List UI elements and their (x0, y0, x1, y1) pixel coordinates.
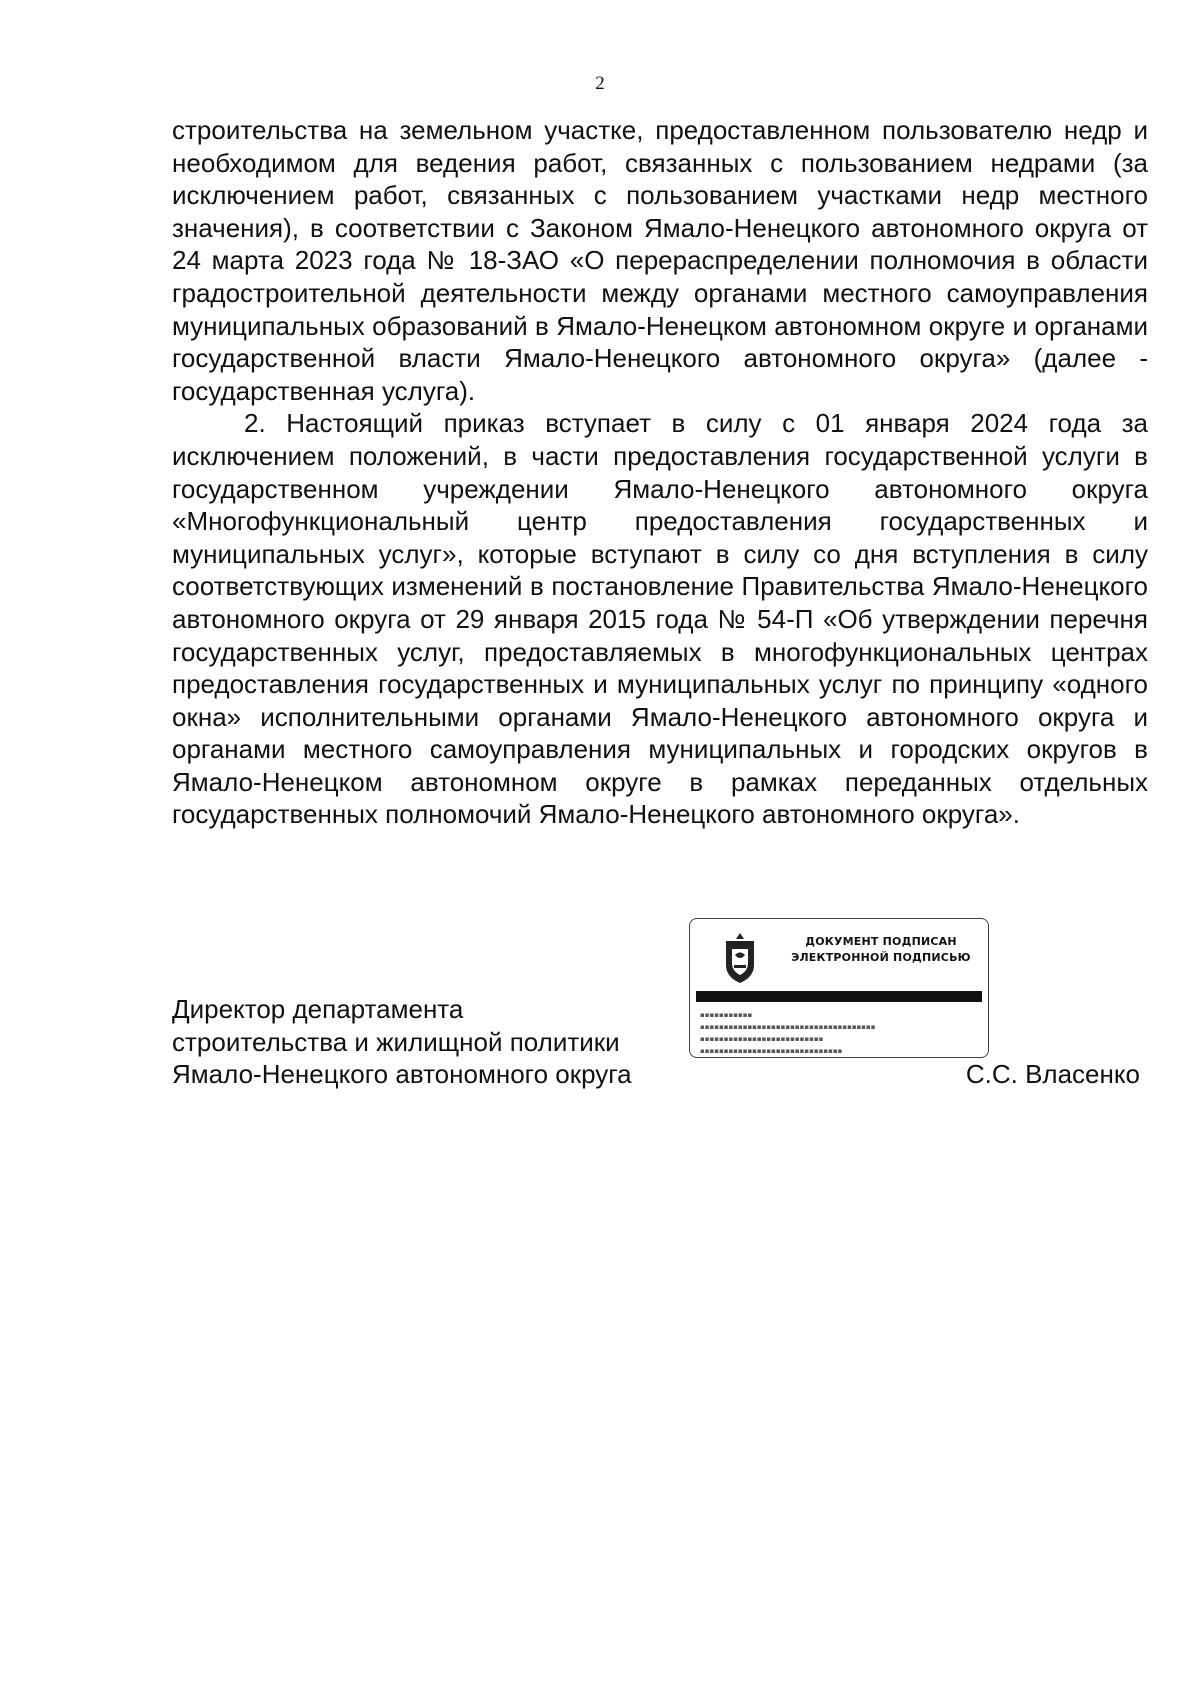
signer-position-line-3: Ямало-Ненецкого автономного округа (172, 1059, 632, 1090)
signer-name: С.С. Власенко (965, 1059, 1140, 1089)
stamp-title-line-1: ДОКУМЕНТ ПОДПИСАН (805, 935, 957, 948)
stamp-blurred-line: ▪▪▪▪▪▪▪▪▪▪▪▪▪▪▪▪▪▪▪▪▪▪▪▪▪▪▪▪▪▪▪▪▪▪▪▪▪ (700, 1023, 876, 1031)
stamp-title (786, 934, 976, 966)
paragraph-2: 2. Настоящий приказ вступает в силу с 01 января 2024 года за исключением положений, в части предоставления государственной услуги в государственном учреждении Ямало-Ненецкого автономного округа «Многофункциональный центр предоставления государственных и муниципальных услуг», которые вступают в силу со дня вступления в силу соответствующих изменений в постановление Правительства Ямало-Ненецкого автономного округа от 29 января 2015 года № 54-П «Об утверждении перечня государственных услуг, предоставляемых в многофункциональных центрах предоставления государственных и муниципальных услуг по принципу «одного окна» исполнительными органами Ямало-Ненецкого автономного округа и органами местного самоуправления муниципальных и городских округов в Ямало-Ненецком автономном округе в рамках переданных отдельных государственных полномочий Ямало-Ненецкого автономного округа». (172, 408, 1148, 830)
stamp-blurred-line: ▪▪▪▪▪▪▪▪▪▪▪ (700, 1011, 753, 1019)
paragraph-1: строительства на земельном участке, предоставленном пользователю недр и необходимом для ведения работ, связанных с пользованием недрами (за исключением работ, связанных с пользованием участками недр местного значения), в соответствии с Законом Ямало-Ненецкого автономного округа от 24 марта 2023 года № 18-ЗАО «О перераспределении полномочия в области градостроительной деятельности между органами местного самоуправления муниципальных образований в Ямало-Ненецком автономном округе и органами государственной власти Ямало-Ненецкого автономного округа» (далее - государственная услуга). (172, 115, 1148, 406)
page-number: 2 (595, 73, 605, 94)
stamp-blurred-line: ▪▪▪▪▪▪▪▪▪▪▪▪▪▪▪▪▪▪▪▪▪▪▪▪▪▪▪▪▪▪ (700, 1047, 843, 1055)
stamp-blurred-line: ▪▪▪▪▪▪▪▪▪▪▪▪▪▪▪▪▪▪▪▪▪▪▪▪▪▪ (700, 1035, 824, 1043)
signature-block (172, 993, 1148, 1091)
stamp-title-line-2: ЭЛЕКТРОННОЙ ПОДПИСЬЮ (791, 951, 971, 964)
coat-of-arms-icon (720, 931, 760, 987)
document-body (172, 114, 1148, 831)
signer-position-line-1: Директор департамента (172, 994, 464, 1024)
signer-position-line-2: строительства и жилищной политики (172, 1026, 620, 1057)
